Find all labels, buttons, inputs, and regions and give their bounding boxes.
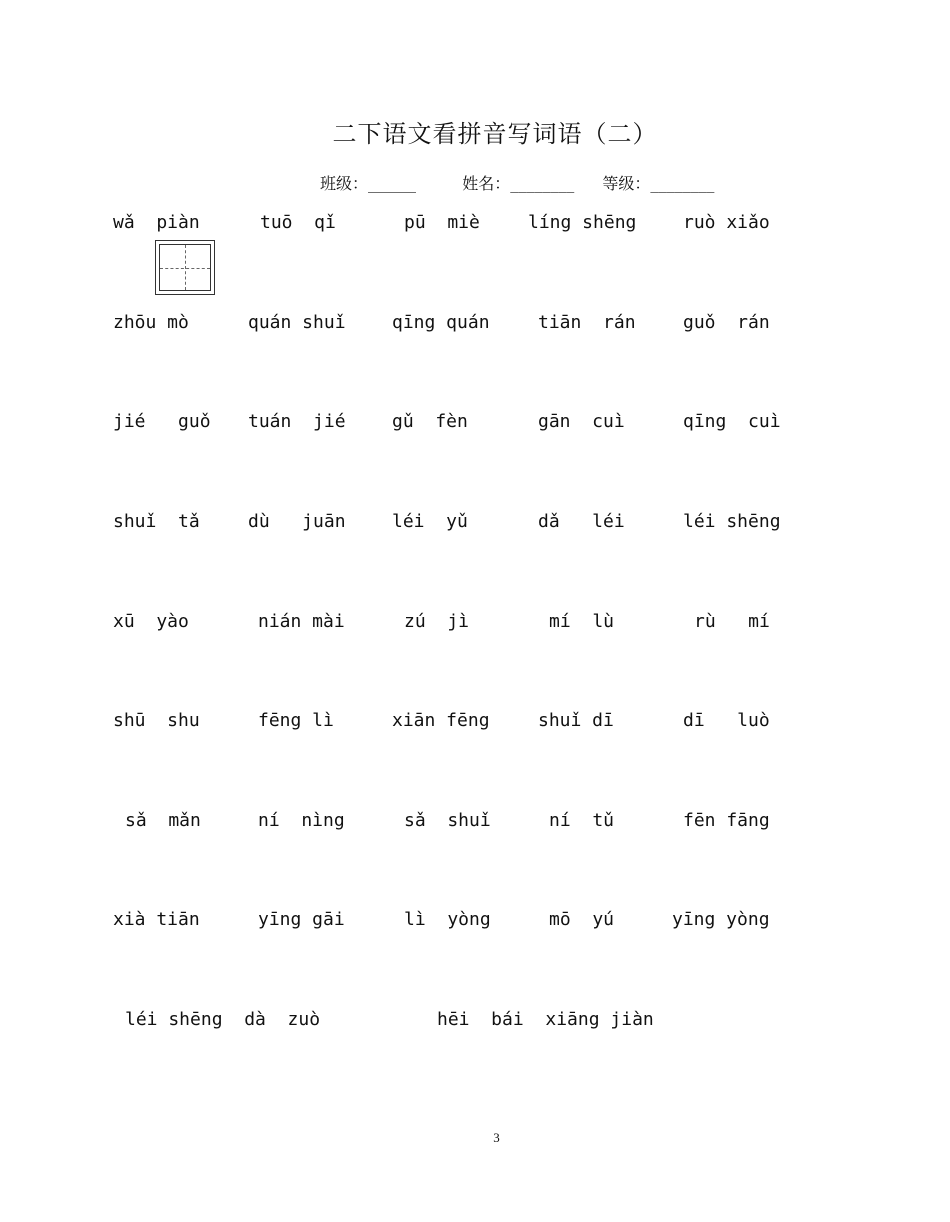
- pinyin-word: fēng lì: [258, 710, 334, 731]
- pinyin-word: sǎ shuǐ: [404, 810, 491, 831]
- pinyin-word: fēn fāng: [683, 810, 770, 831]
- pinyin-word: sǎ mǎn: [125, 810, 201, 831]
- pinyin-row-6: [0, 710, 950, 740]
- student-info-line: [320, 171, 714, 194]
- pinyin-row-2: [0, 312, 950, 342]
- page-number: 3: [493, 1130, 500, 1145]
- pinyin-word: léi shēng: [683, 511, 781, 532]
- pinyin-word: shuǐ tǎ: [113, 511, 200, 532]
- pinyin-row-8: [0, 909, 950, 939]
- pinyin-word: dǎ léi: [538, 511, 625, 532]
- pinyin-word: ní tǔ: [549, 810, 615, 831]
- pinyin-idiom: léi shēng dà zuò: [125, 1009, 321, 1030]
- pinyin-row-3: [0, 411, 950, 441]
- pinyin-word: guǒ rán: [683, 312, 770, 333]
- pinyin-word: lì yòng: [404, 909, 491, 930]
- pinyin-word: xiān fēng: [392, 710, 490, 731]
- writing-grid-box[interactable]: [155, 240, 215, 295]
- pinyin-idiom: hēi bái xiāng jiàn: [437, 1009, 654, 1030]
- pinyin-word: yīng yòng: [672, 909, 770, 930]
- pinyin-word: ní nìng: [258, 810, 345, 831]
- pinyin-word: gǔ fèn: [392, 411, 468, 432]
- pinyin-word: shuǐ dī: [538, 710, 614, 731]
- writing-grid-inner: [159, 244, 211, 291]
- grade-blank[interactable]: ________: [650, 174, 715, 193]
- pinyin-row-9: [0, 1009, 950, 1039]
- pinyin-word: dù juān: [248, 511, 346, 532]
- pinyin-word: ruò xiǎo: [683, 212, 770, 233]
- name-label: 姓名：: [462, 174, 511, 193]
- pinyin-word: xià tiān: [113, 909, 200, 930]
- pinyin-word: qīng quán: [392, 312, 490, 333]
- pinyin-word: yīng gāi: [258, 909, 345, 930]
- pinyin-word: mí lù: [549, 611, 615, 632]
- pinyin-row-4: [0, 511, 950, 541]
- class-label: 班级：: [320, 174, 369, 193]
- pinyin-word: léi yǔ: [392, 511, 468, 532]
- pinyin-word: líng shēng: [528, 212, 637, 233]
- pinyin-word: wǎ piàn: [113, 212, 200, 233]
- pinyin-word: dī luò: [683, 710, 770, 731]
- grid-horizontal-guide: [160, 268, 210, 269]
- pinyin-word: zhōu mò: [113, 312, 189, 333]
- pinyin-row-5: [0, 611, 950, 641]
- pinyin-word: gān cuì: [538, 411, 625, 432]
- pinyin-word: quán shuǐ: [248, 312, 346, 333]
- pinyin-word: tuō qǐ: [260, 212, 336, 233]
- pinyin-word: shū shu: [113, 710, 200, 731]
- pinyin-row-1: [0, 212, 950, 242]
- pinyin-word: qīng cuì: [683, 411, 781, 432]
- pinyin-word: jié guǒ: [113, 411, 211, 432]
- pinyin-word: tuán jié: [248, 411, 346, 432]
- pinyin-word: pū miè: [404, 212, 480, 233]
- pinyin-word: zú jì: [404, 611, 470, 632]
- name-blank[interactable]: ________: [510, 174, 575, 193]
- pinyin-word: rù mí: [694, 611, 770, 632]
- pinyin-word: nián mài: [258, 611, 345, 632]
- pinyin-word: mō yú: [549, 909, 615, 930]
- worksheet-title: 二下语文看拼音写词语（二）: [332, 120, 658, 148]
- pinyin-word: tiān rán: [538, 312, 636, 333]
- class-blank[interactable]: ______: [368, 174, 417, 193]
- grade-label: 等级：: [602, 174, 651, 193]
- pinyin-word: xū yào: [113, 611, 189, 632]
- pinyin-row-7: [0, 810, 950, 840]
